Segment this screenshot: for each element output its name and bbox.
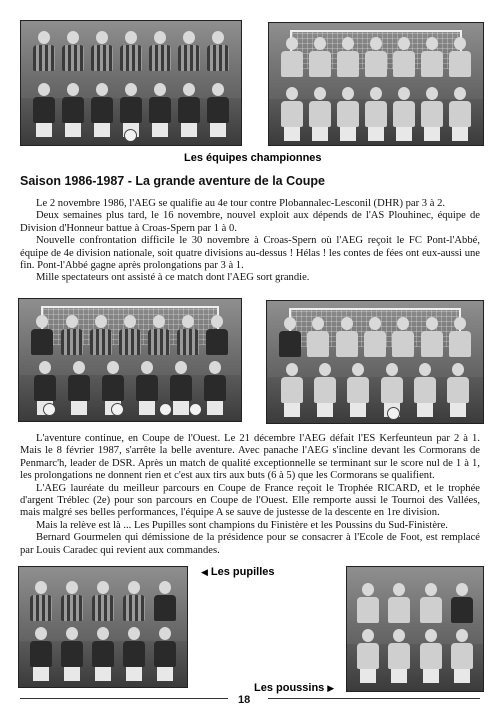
arrow-left-icon: ◀ (201, 567, 208, 577)
photo-back-row (28, 315, 232, 355)
paragraph: Le 2 novembre 1986, l'AEG se qualifie au 4e tour contre Plobannalec-Lesconil (DHR) par 3 à 2. (36, 198, 446, 209)
photo-front-row (352, 629, 477, 683)
ball (111, 403, 124, 416)
team-photo-poussins (346, 566, 484, 692)
footer-rule (20, 698, 228, 699)
body-text-block-2 (20, 433, 480, 557)
ball (387, 407, 400, 420)
paragraph: Bernard Gourmelen qui démissione de la présidence pour se consacrer à l'Ecole de Foot, est remplacé par Louis Caradec qui revient aux commandes. (20, 532, 480, 556)
arrow-right-icon: ▶ (327, 683, 335, 693)
team-photo-top-right (268, 22, 484, 146)
photo-back-row (30, 31, 232, 71)
page-number: 18 (238, 694, 251, 706)
photo-front-row (278, 87, 475, 141)
caption-pupilles (198, 566, 275, 578)
top-caption: Les équipes championnes (184, 152, 322, 164)
paragraph: L'AEG lauréate du meilleur parcours en Coupe de France reçoit le Trophée RICARD, et le trophée d'argent Tréblec (2e) pour son parcours en Coupe de l'Ouest. Elle remporte aussi le Tournoi des Vallées, mais malgré ses belles performances, l'équipe A se sauve de justesse de la descente en 1re division. (20, 482, 480, 519)
paragraph: Mille spectateurs ont assisté à ce match dont l'AEG sort grandie. (36, 272, 310, 284)
caption-poussins (254, 682, 337, 694)
caption-pupilles-text: Les pupilles (210, 566, 275, 578)
paragraph: Nouvelle confrontation difficile le 30 novembre à Croas-Spern où l'AEG reçoit le FC Pont-l'Abbé, équipe de 4e division nationale, soit quatre divisions au-dessus ! Hélas ! les contes de fées ont eux-aussi une fin. Pont-l'Abbé gagne après prolongations par 3 à 1. (20, 235, 480, 272)
body-text-block-1 (20, 198, 480, 285)
photo-back-row (278, 37, 475, 77)
section-title: Saison 1986-1987 - La grande aventure de la Coupe (20, 174, 325, 188)
photo-front-row (26, 627, 181, 681)
team-photo-middle-right (266, 300, 484, 424)
team-photo-middle-left (18, 298, 242, 422)
ball (43, 403, 56, 416)
photo-back-row (26, 581, 181, 621)
photo-front-row (276, 363, 475, 417)
team-photo-pupilles (18, 566, 188, 688)
ball (159, 403, 172, 416)
ball (189, 403, 202, 416)
ball (124, 129, 137, 142)
footer-rule (268, 698, 480, 699)
paragraph: Deux semaines plus tard, le 16 novembre, nouvel exploit aux dépends de l'AS Plouhinec, équipe de Division d'Honneur battue à Croas-Spern par 1 à 0. (20, 210, 480, 234)
team-photo-top-left (20, 20, 242, 146)
photo-back-row (352, 583, 477, 623)
photo-back-row (276, 317, 475, 357)
paragraph: L'aventure continue, en Coupe de l'Ouest. Le 21 décembre l'AEG défait l'ES Kerfeunteun par 2 à 1. Mais le 8 février 1987, s'arrête la belle aventure. Avec panache l'AEG s'incline devant les Cormorans de Penmarc'h, leader de DSR. Après un match de qualité exceptionnelle se terminant sur le score nul de 1 à 1, les prolongations ne donnent rien et c'est aux tirs aux buts (6 à 5) que les Cormorans se qualifient. (20, 433, 480, 482)
paragraph: Mais la relève est là ... Les Pupilles sont champions du Finistère et les Poussins du Sud-Finistère. (36, 519, 448, 531)
caption-poussins-text: Les poussins (254, 682, 325, 694)
